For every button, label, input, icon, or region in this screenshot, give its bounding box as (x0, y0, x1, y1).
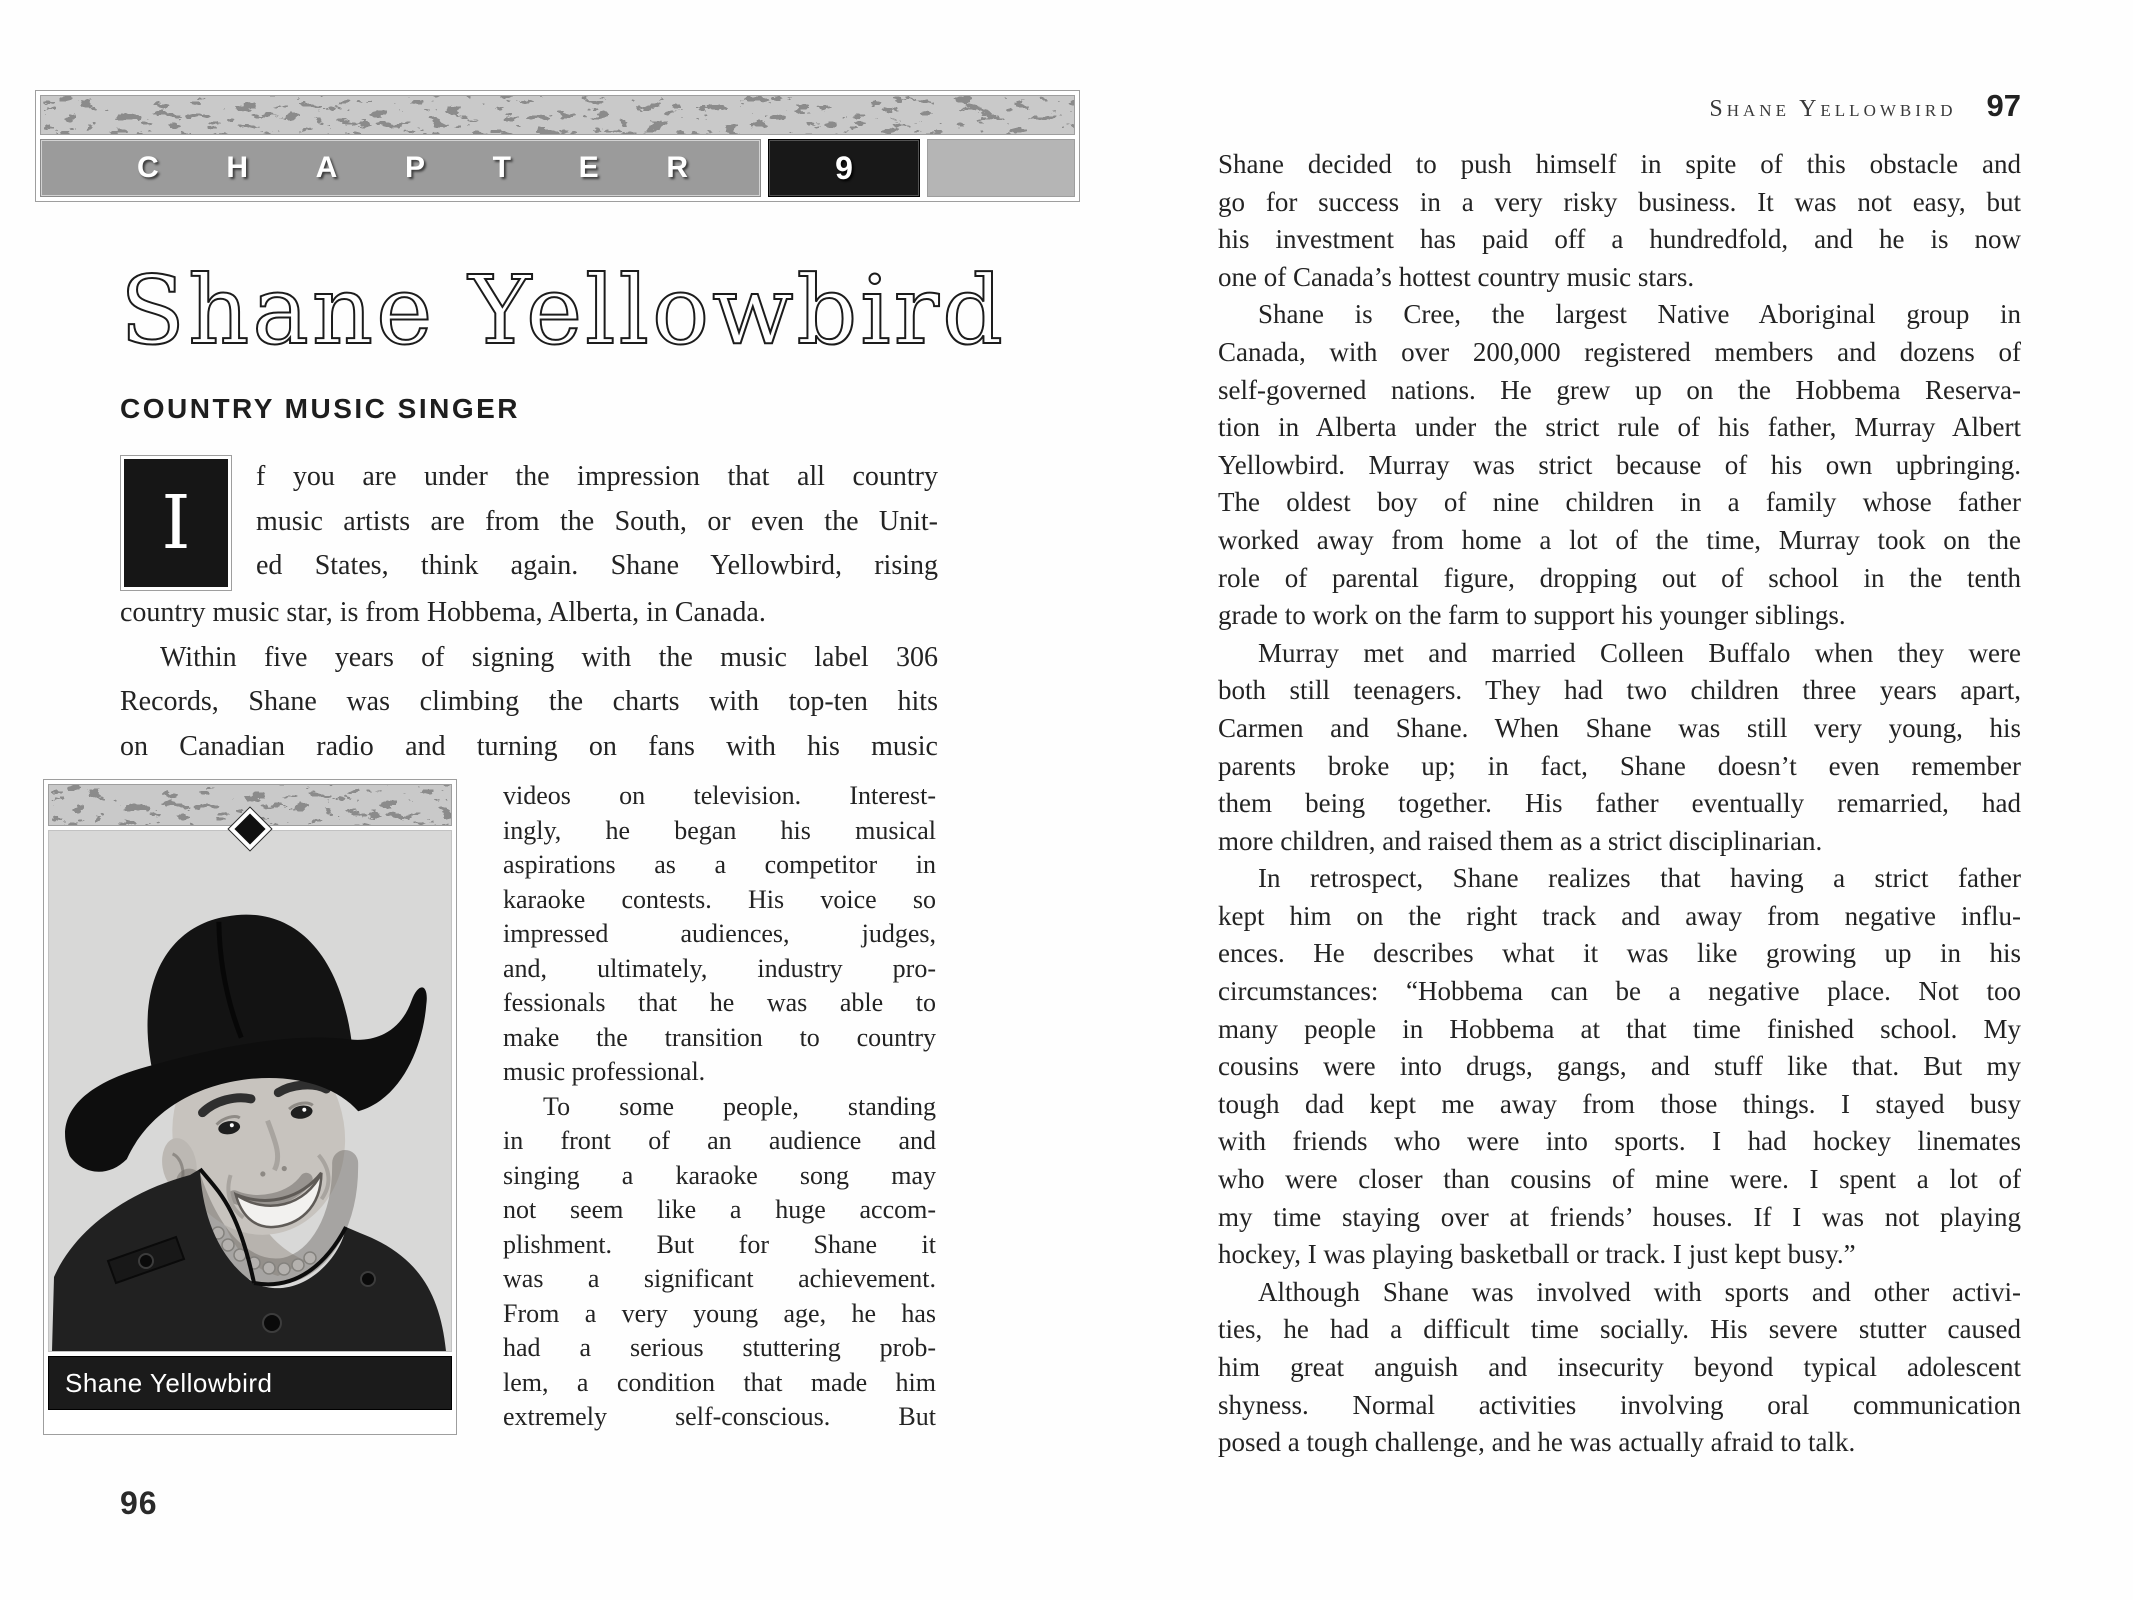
chapter-number-box: 9 (768, 139, 920, 197)
text-line: In retrospect, Shane realizes that having a strict father (1258, 863, 2021, 894)
photo-caption: Shane Yellowbird (48, 1356, 452, 1410)
dropcap-frame (120, 455, 232, 591)
text-line: f you are under the impression that all country (256, 461, 938, 492)
chapter-title: Shane Yellowbird (120, 256, 1006, 366)
text-line: Although Shane was involved with sports and other activi- (1258, 1276, 2021, 1307)
chapter-letter: A (315, 151, 338, 184)
text-line: aspirations as a competitor in (503, 850, 936, 879)
text-line: self-governed nations. He grew up on the Hobbema Reserva- (1218, 374, 2021, 405)
text-line: parents broke up; in fact, Shane doesn’t even remember (1218, 750, 2021, 781)
text-line: impressed audiences, judges, (503, 919, 936, 948)
photo-and-column-row (43, 779, 1080, 1435)
text-line: lem, a condition that made him (503, 1367, 936, 1397)
grunge-texture-icon (41, 96, 1074, 134)
text-line: Records, Shane was climbing the charts with top-ten hits (120, 686, 938, 717)
text-line: was a significant achievement. (503, 1264, 936, 1293)
text-line: with friends who were into sports. I had hockey linemates (1218, 1126, 2021, 1157)
chapter-label (40, 139, 761, 197)
text-line: them being together. His father eventually remarried, had (1218, 788, 2021, 819)
text-line: on Canadian radio and turning on fans with his music (120, 730, 938, 762)
chapter-letter: E (578, 151, 599, 184)
page-right (1218, 88, 2021, 1462)
dropcap-letter: I (124, 459, 228, 587)
text-line: To some people, standing (543, 1091, 936, 1121)
text-line: not seem like a huge accom- (503, 1195, 936, 1224)
intro-lines (256, 455, 938, 591)
chapter-subtitle: COUNTRY MUSIC SINGER (120, 393, 521, 424)
text-line: him great anguish and insecurity beyond typical adolescent (1218, 1352, 2021, 1382)
text-line: Canada, with over 200,000 registered members and dozens of (1218, 336, 2021, 367)
text-line: Shane decided to push himself in spite of this obstacle and (1218, 149, 2021, 179)
text-line: videos on television. Interest- (503, 781, 936, 810)
text-line: kept him on the right track and away from negative influ- (1218, 900, 2021, 931)
text-line: The oldest boy of nine children in a family whose father (1218, 487, 2021, 518)
portrait-photo-frame (43, 779, 457, 1435)
text-line: ingly, he began his musical (503, 815, 936, 845)
text-line: From a very young age, he has (503, 1298, 936, 1328)
text-line: Shane is Cree, the largest Native Aboriginal group in (1258, 299, 2021, 330)
text-line: hockey, I was playing basketball or track. I just kept busy.” (1218, 1239, 1856, 1270)
text-line: tion in Alberta under the strict rule of his father, Murray Albert (1218, 412, 2021, 443)
text-line: one of Canada’s hottest country music stars. (1218, 261, 1695, 292)
text-line: tough dad kept me away from those things. I stayed busy (1218, 1088, 2021, 1119)
text-line: music artists are from the South, or even the Unit- (256, 505, 938, 537)
page-number-left: 96 (120, 1484, 158, 1521)
banner-texture-strip (40, 95, 1075, 135)
text-line: karaoke contests. His voice so (503, 884, 936, 914)
text-line: both still teenagers. They had two children three years apart, (1218, 675, 2021, 706)
chapter-letter: P (404, 151, 425, 184)
text-line: many people in Hobbema at that time finished school. My (1218, 1013, 2021, 1044)
text-line: ties, he had a difficult time socially. His severe stutter caused (1218, 1314, 2021, 1345)
chapter-letter: R (666, 151, 688, 184)
text-line: circumstances: “Hobbema can be a negative place. Not too (1218, 976, 2021, 1007)
text-line: worked away from home a lot of the time, Murray took on the (1218, 524, 2021, 555)
text-line: posed a tough challenge, and he was actually afraid to talk. (1218, 1427, 1856, 1458)
text-line: Murray met and married Colleen Buffalo when they were (1258, 637, 2021, 668)
text-line: his investment has paid off a hundredfold, and he is now (1218, 224, 2021, 255)
running-header: Shane Yellowbird (1709, 96, 1957, 122)
text-line: in front of an audience and (503, 1126, 936, 1155)
text-line: role of parental figure, dropping out of school in the tenth (1218, 562, 2021, 593)
text-line: ed States, think again. Shane Yellowbird, rising (256, 550, 938, 581)
text-line: music professional. (503, 1057, 706, 1086)
text-line: cousins were into drugs, gangs, and stuff like that. But my (1218, 1051, 2021, 1082)
text-line: more children, and raised them as a strict disciplinarian. (1218, 825, 1823, 856)
text-line: my time staying over at friends’ houses. If I was not playing (1218, 1201, 2021, 1232)
chapter-banner-row (40, 139, 1075, 197)
text-line: grade to work on the farm to support his younger siblings. (1218, 600, 1846, 631)
text-line: who were closer than cousins of mine were. I spent a lot of (1218, 1164, 2021, 1195)
running-header-row (1218, 88, 2021, 124)
text-line: plishment. But for Shane it (503, 1229, 936, 1259)
text-line: make the transition to country (503, 1022, 936, 1052)
banner-tail-box (927, 139, 1075, 197)
text-line: go for success in a very risky business. It was not easy, but (1218, 186, 2021, 217)
text-line: ences. He describes what it was like growing up in his (1218, 938, 2021, 969)
text-line: Within five years of signing with the music label 306 (160, 641, 938, 673)
text-line: shyness. Normal activities involving oral communication (1218, 1389, 2021, 1420)
text-line: Carmen and Shane. When Shane was still very young, his (1218, 712, 2021, 743)
text-line: country music star, is from Hobbema, Alberta, in Canada. (120, 597, 766, 628)
text-line: Yellowbird. Murray was strict because of his own upbringing. (1218, 449, 2021, 480)
page-left (35, 90, 1080, 1522)
left-body-text (120, 591, 938, 769)
right-body-text (1218, 146, 2021, 1462)
chapter-letter: T (492, 151, 511, 184)
chapter-letter: H (226, 151, 248, 184)
intro-paragraph (120, 455, 938, 591)
left-column-text (503, 779, 936, 1435)
text-line: extremely self-conscious. But (503, 1402, 936, 1431)
text-line: singing a karaoke song may (503, 1160, 936, 1190)
portrait-photo (48, 830, 452, 1352)
text-line: fessionals that he was able to (503, 988, 936, 1017)
portrait-illustration (49, 831, 451, 1351)
text-line: and, ultimately, industry pro- (503, 953, 936, 983)
page-number-right: 97 (1986, 88, 2021, 123)
chapter-letter: C (137, 151, 159, 184)
chapter-banner (35, 90, 1080, 202)
text-line: had a serious stuttering prob- (503, 1333, 936, 1362)
